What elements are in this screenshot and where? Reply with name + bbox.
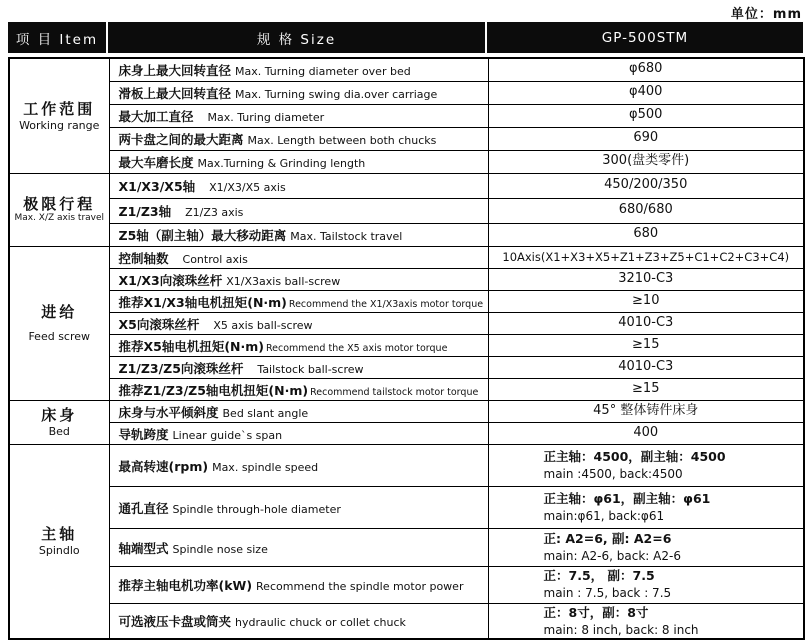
table-row	[9, 422, 804, 444]
table-row	[9, 356, 804, 378]
spec-label: 两卡盘之间的最大距离 Max. Length between both chucks	[109, 127, 488, 150]
spec-label: X1/X3/X5轴 X1/X3/X5 axis	[109, 173, 488, 198]
table-row	[9, 400, 804, 422]
table-row	[9, 150, 804, 173]
spec-value: ≥15	[488, 334, 804, 356]
table-row	[9, 81, 804, 104]
unit-note: 单位：mm	[730, 7, 802, 22]
table-header	[8, 22, 803, 53]
table-row	[9, 127, 804, 150]
table-row	[9, 223, 804, 246]
spec-label: 床身上最大回转直径 Max. Turning diameter over bed	[109, 58, 488, 81]
spec-label: X5向滚珠丝杆 X5 axis ball-screw	[109, 312, 488, 334]
spec-label: 轴端型式 Spindle nose size	[109, 528, 488, 566]
spec-value: 正：8寸，副：8寸 main: 8 inch, back: 8 inch	[488, 603, 804, 639]
spec-value: φ500	[488, 104, 804, 127]
table-row	[9, 334, 804, 356]
table-row	[9, 603, 804, 639]
spec-label: 推荐Z1/Z3/Z5轴电机扭矩(N·m) Recommend tailstock motor torque	[109, 378, 488, 400]
spec-label: 最大车磨长度 Max.Turning & Grinding length	[109, 150, 488, 173]
category-feed-screw: 进给 Feed screw	[9, 246, 109, 400]
table-row	[9, 104, 804, 127]
table-row	[9, 486, 804, 528]
spec-value: 3210-C3	[488, 268, 804, 290]
header-model: GP-500STM	[601, 29, 689, 46]
spec-value: 680/680	[488, 198, 804, 223]
spec-label: 最高转速(rpm) Max. spindle speed	[109, 444, 488, 486]
spec-label: 导轨跨度 Linear guide`s span	[109, 422, 488, 444]
header-item: 项 目 Item	[8, 22, 108, 53]
spec-label: Z5轴（副主轴）最大移动距离 Max. Tailstock travel	[109, 223, 488, 246]
spec-label: 滑板上最大回转直径 Max. Turning swing dia.over carriage	[109, 81, 488, 104]
table-row	[9, 528, 804, 566]
spec-value: 4010-C3	[488, 356, 804, 378]
spec-value: 45° 整体铸件床身	[488, 400, 804, 422]
table-row	[9, 312, 804, 334]
spec-value: 正：7.5， 副：7.5 main : 7.5, back : 7.5	[488, 566, 804, 603]
spec-label: X1/X3向滚珠丝杆 X1/X3axis ball-screw	[109, 268, 488, 290]
spec-value: 正主轴：4500，副主轴：4500 main :4500, back:4500	[488, 444, 804, 486]
spec-label: 床身与水平倾斜度 Bed slant angle	[109, 400, 488, 422]
table-row	[9, 566, 804, 603]
table-row	[9, 444, 804, 486]
spec-label: 通孔直径 Spindle through-hole diameter	[109, 486, 488, 528]
spec-value: 450/200/350	[488, 173, 804, 198]
spec-label: 推荐X5轴电机扭矩(N·m) Recommend the X5 axis motor torque	[109, 334, 488, 356]
category-working-range: 工作范围 Working range	[9, 58, 109, 173]
category-axis-travel: 极限行程 Max. X/Z axis travel	[9, 173, 109, 246]
header-size: 规 格 Size	[108, 22, 487, 53]
spec-label: 可选液压卡盘或筒夹 hydraulic chuck or collet chuck	[109, 603, 488, 639]
spec-value: 400	[488, 422, 804, 444]
spec-value: 10Axis(X1+X3+X5+Z1+Z3+Z5+C1+C2+C3+C4)	[488, 246, 804, 268]
spec-label: 推荐主轴电机功率(kW) Recommend the spindle motor power	[109, 566, 488, 603]
spec-value: 680	[488, 223, 804, 246]
spec-value: ≥10	[488, 290, 804, 312]
spec-value: 正主轴：φ61，副主轴：φ61 main:φ61, back:φ61	[488, 486, 804, 528]
spec-value: 690	[488, 127, 804, 150]
spec-label: 控制轴数 Control axis	[109, 246, 488, 268]
spec-label: Z1/Z3/Z5向滚珠丝杆 Tailstock ball-screw	[109, 356, 488, 378]
spec-label: 推荐X1/X3轴电机扭矩(N·m) Recommend the X1/X3axis motor torque	[109, 290, 488, 312]
spec-value: φ680	[488, 58, 804, 81]
table-row	[9, 58, 804, 81]
category-bed: 床身 Bed	[9, 400, 109, 444]
table-row	[9, 198, 804, 223]
table-row	[9, 290, 804, 312]
spec-label: 最大加工直径 Max. Turing diameter	[109, 104, 488, 127]
spec-value: 4010-C3	[488, 312, 804, 334]
spec-value: 正: A2=6, 副: A2=6 main: A2-6, back: A2-6	[488, 528, 804, 566]
spec-value: 300(盘类零件)	[488, 150, 804, 173]
category-spindle: 主轴 Spindlo	[9, 444, 109, 639]
table-row	[9, 173, 804, 198]
spec-value: φ400	[488, 81, 804, 104]
spec-value: ≥15	[488, 378, 804, 400]
table-row	[9, 268, 804, 290]
spec-table	[8, 57, 805, 640]
table-row	[9, 378, 804, 400]
table-row	[9, 246, 804, 268]
spec-label: Z1/Z3轴 Z1/Z3 axis	[109, 198, 488, 223]
